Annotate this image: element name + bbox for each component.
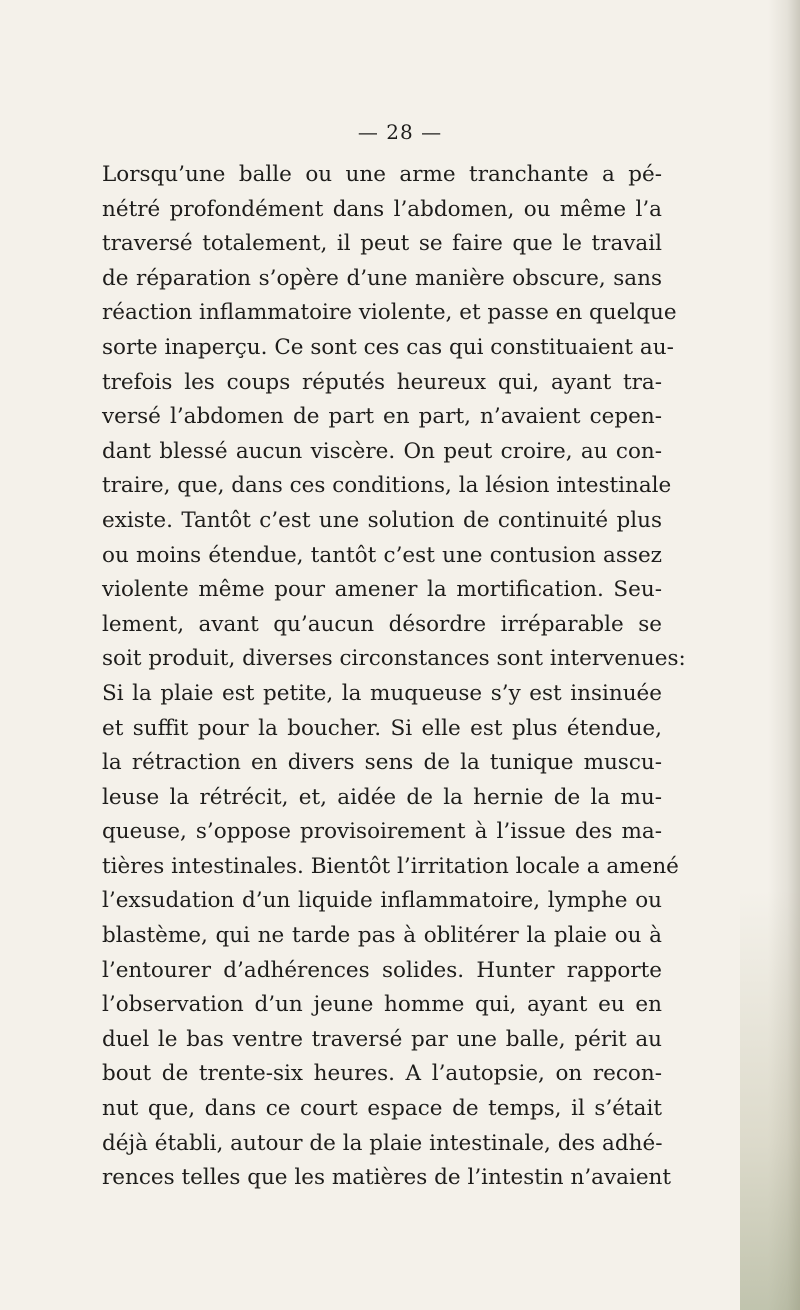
text-line: déjà établi, autour de la plaie intestinale, des adhé- xyxy=(102,1130,663,1156)
body-paragraph xyxy=(102,158,686,1196)
text-line: trefois les coups réputés heureux qui, ayant tra- xyxy=(102,369,662,395)
text-line: l’observation d’un jeune homme qui, ayant eu en xyxy=(102,992,662,1018)
text-line: existe. Tantôt c’est une solution de continuité plus xyxy=(102,507,662,533)
text-line: sorte inaperçu. Ce sont ces cas qui constituaient au- xyxy=(102,334,674,360)
text-line: tières intestinales. Bientôt l’irritation locale a amené xyxy=(102,853,679,879)
text-line: traire, que, dans ces conditions, la lésion intestinale xyxy=(102,473,672,499)
text-line: violente même pour amener la mortification. Seu- xyxy=(102,577,662,603)
text-line: ou moins étendue, tantôt c’est une contusion assez xyxy=(102,542,662,568)
page-number: — 28 — xyxy=(357,120,443,144)
text-line: nut que, dans ce court espace de temps, il s’était xyxy=(102,1096,662,1122)
text-line: réaction inflammatoire violente, et passe en quelque xyxy=(102,300,677,326)
text-line: l’exsudation d’un liquide inflammatoire, lymphe ou xyxy=(102,888,662,914)
text-line: Si la plaie est petite, la muqueuse s’y est insinuée xyxy=(102,680,662,706)
page-corner-stain xyxy=(740,890,800,1310)
text-line: queuse, s’oppose provisoirement à l’issue des ma- xyxy=(102,819,662,845)
text-line: versé l’abdomen de part en part, n’avaient cepen- xyxy=(102,404,662,430)
text-line: de réparation s’opère d’une manière obscure, sans xyxy=(102,265,662,291)
text-line: la rétraction en divers sens de la tunique muscu- xyxy=(102,750,662,776)
text-line: l’entourer d’adhérences solides. Hunter rapporte xyxy=(102,957,662,983)
text-line: lement, avant qu’aucun désordre irréparable se xyxy=(102,611,662,637)
text-line: traversé totalement, il peut se faire que le travail xyxy=(102,231,662,257)
text-line: nétré profondément dans l’abdomen, ou même l’a xyxy=(102,196,662,222)
text-line: duel le bas ventre traversé par une balle, périt au xyxy=(102,1026,662,1052)
text-line: soit produit, diverses circonstances sont intervenues: xyxy=(102,646,686,672)
text-line: leuse la rétrécit, et, aidée de la hernie de la mu- xyxy=(102,784,662,810)
text-line: bout de trente-six heures. A l’autopsie, on recon- xyxy=(102,1061,662,1087)
text-line: Lorsqu’une balle ou une arme tranchante a pé- xyxy=(102,162,662,187)
text-line: et suffit pour la boucher. Si elle est plus étendue, xyxy=(102,715,662,741)
text-line: rences telles que les matières de l’intestin n’avaient xyxy=(102,1165,672,1191)
text-line: dant blessé aucun viscère. On peut croire, au con- xyxy=(102,438,662,464)
text-line: blastème, qui ne tarde pas à oblitérer la plaie ou à xyxy=(102,923,662,949)
